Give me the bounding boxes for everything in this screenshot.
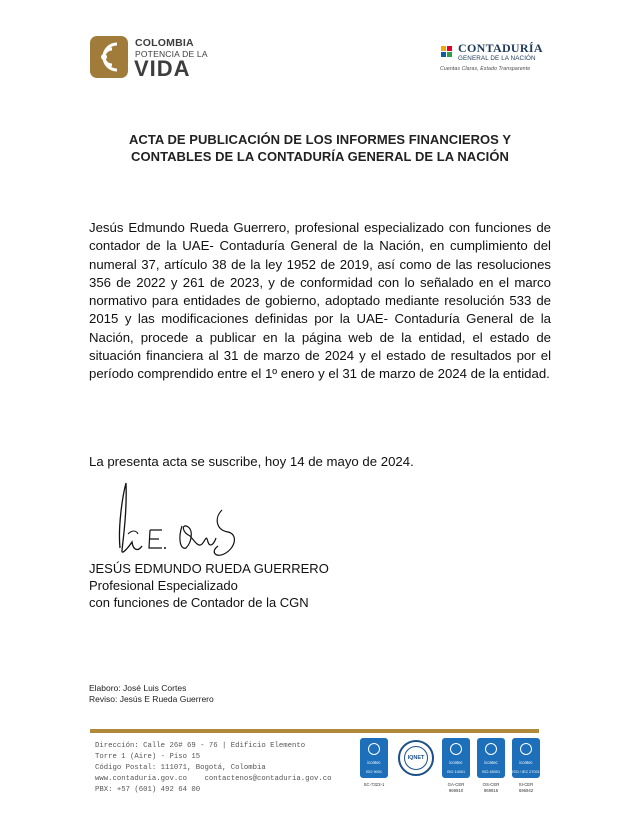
footer-web-email: www.contaduria.gov.co contactenos@contaduria.gov.co xyxy=(95,775,332,784)
icontec-icon xyxy=(520,743,532,755)
title-line1: ACTA DE PUBLICACIÓN DE LOS INFORMES FINANCIEROS Y xyxy=(128,132,512,147)
footer-contact xyxy=(95,741,331,796)
icontec-iso9001-badge: icontec ISO 9001 xyxy=(360,738,388,778)
logo-line2: POTENCIA DE LA xyxy=(135,49,208,59)
icontec-iso14001-badge: icontec ISO 14001 xyxy=(442,738,470,778)
cert-code: SC-7323-1 xyxy=(363,782,385,787)
iqnet-badge: IQNET xyxy=(398,740,434,776)
closing-statement: La presenta acta se suscribe, hoy 14 de mayo de 2024. xyxy=(89,454,414,469)
certification-badges xyxy=(360,738,545,800)
signer-role-line1: Profesional Especializado xyxy=(89,578,238,593)
document-title xyxy=(85,131,555,165)
document-body: Jesús Edmundo Rueda Guerrero, profesional especializado con funciones de contador de la UAE- Contaduría General de la Nación, en cumplimiento del numeral 37, artículo 38 de la ley 1952 de 2019, así como de las resoluciones 356 de 2022 y 261 de 2023, y de conformidad con lo señalado en el marco normativo para entidades de gobierno, adoptado mediante resolución 533 de 2015 y las modificaciones definidas por la UAE- Contaduría General de la Nación, procede a publicar en la página web de la entidad, el estado de situación financiera al 31 de marzo de 2024 y el estado de resultados por el período comprendido entre el 1º enero y el 31 de marzo de 2024 de la entidad. xyxy=(89,220,551,382)
icontec-iso45001-badge: icontec ISO 45001 xyxy=(477,738,505,778)
contaduria-logo xyxy=(438,41,550,75)
cgn-logo-icon xyxy=(438,43,458,63)
title-line2: CONTABLES DE LA CONTADURÍA GENERAL DE LA NACIÓN xyxy=(131,149,509,164)
footer-divider xyxy=(90,729,539,733)
footer-postal: Código Postal: 111071, Bogotá, Colombia xyxy=(95,764,266,773)
logo-line3: VIDA xyxy=(134,56,191,81)
footer-phone: PBX: +57 (601) 492 64 00 xyxy=(95,786,201,795)
cert-code: OS-CER 969915 xyxy=(482,782,500,793)
signer-name: JESÚS EDMUNDO RUEDA GUERRERO xyxy=(89,561,329,576)
icontec-icon xyxy=(368,743,380,755)
colombia-potencia-logo-icon xyxy=(90,36,128,78)
icontec-iso27001-badge: icontec ISO / IEC 27001 xyxy=(512,738,540,778)
logo-line1: COLOMBIA xyxy=(135,37,194,49)
handwritten-signature xyxy=(102,478,252,568)
icontec-icon xyxy=(450,743,462,755)
footer-building: Torre 1 (Aire) - Piso 15 xyxy=(95,753,201,762)
elaborated-by: Elaboro: José Luis Cortes xyxy=(89,683,187,693)
cgn-tagline: Cuentas Claras, Estado Transparente xyxy=(440,66,531,72)
colombia-potencia-de-la-vida-logo xyxy=(90,36,220,80)
signer-role-line2: con funciones de Contador de la CGN xyxy=(89,595,309,610)
icontec-icon xyxy=(485,743,497,755)
cgn-line1: CONTADURÍA xyxy=(458,41,543,55)
cert-code: GA-CER 969910 xyxy=(447,782,465,793)
cgn-line2: GENERAL DE LA NACIÓN xyxy=(458,55,536,62)
footer-address: Dirección: Calle 26# 69 - 76 | Edificio Elemento xyxy=(95,742,306,750)
cert-code: SI-CER 696942 xyxy=(518,782,534,793)
reviewed-by: Reviso: Jesús E Rueda Guerrero xyxy=(89,694,214,704)
